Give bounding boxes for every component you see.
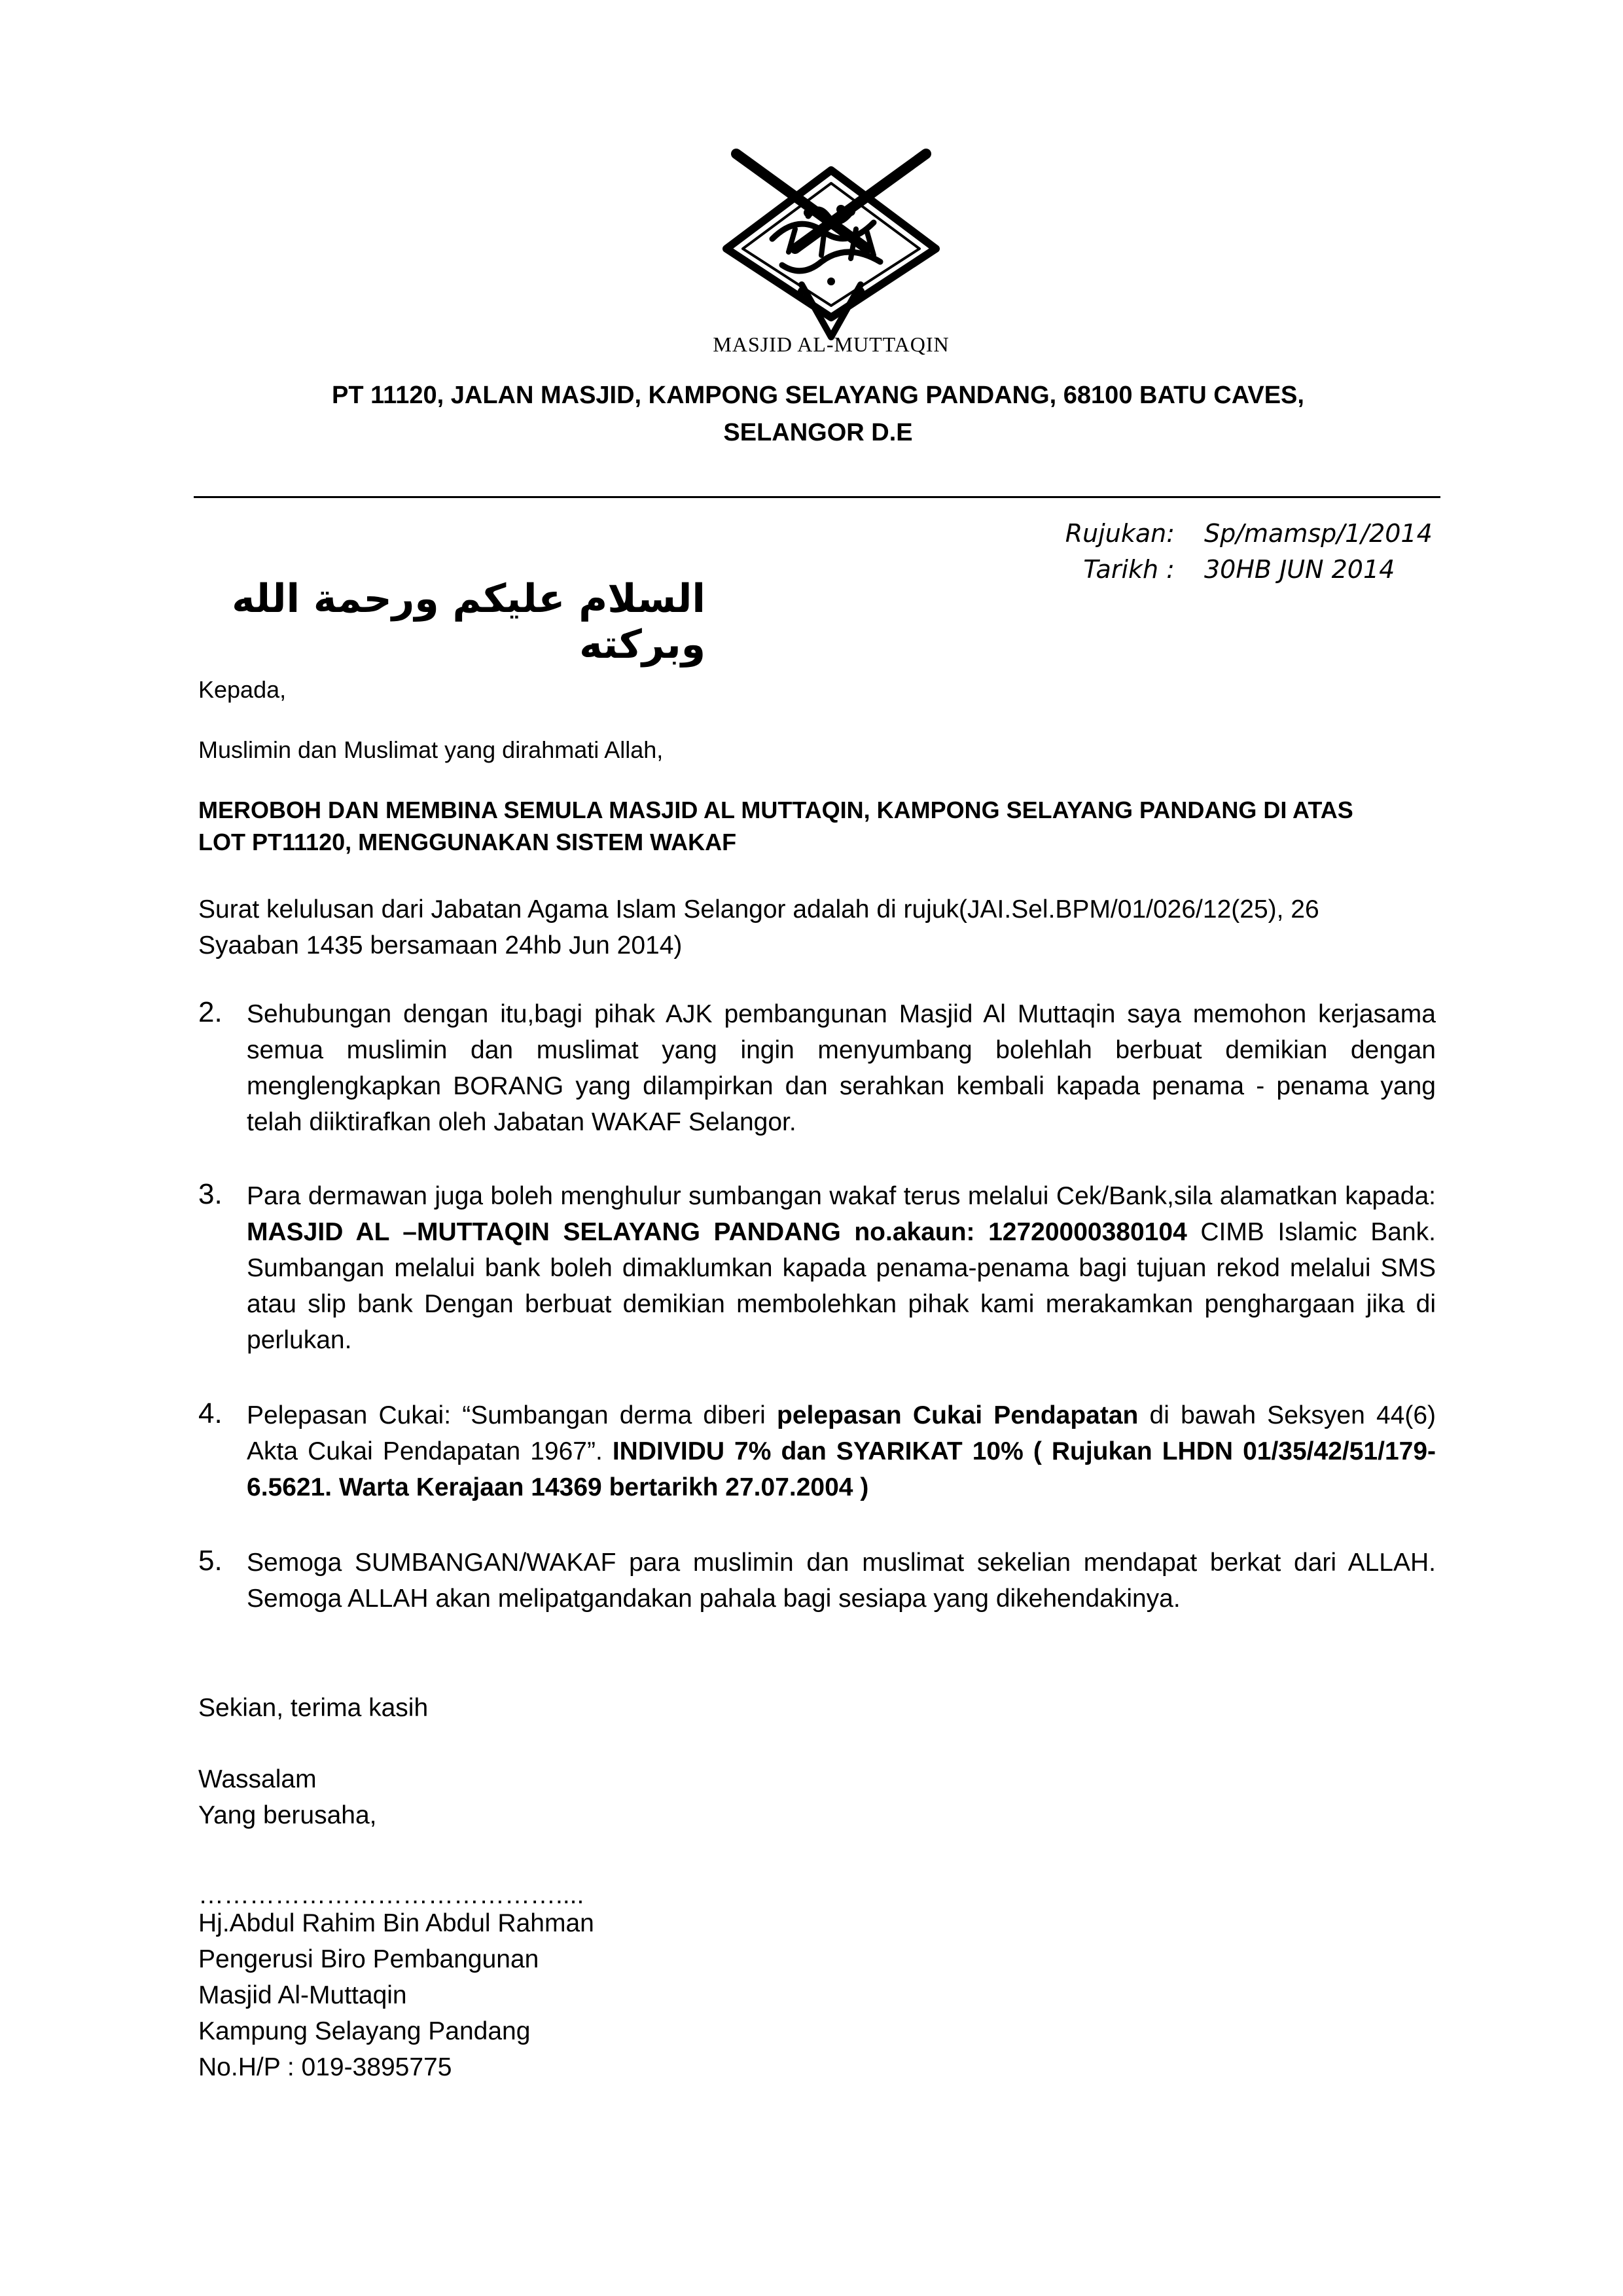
closing-wassalam: Wassalam (198, 1765, 317, 1793)
signatory-place: Kampung Selayang Pandang (198, 2017, 531, 2045)
rujukan-value: Sp/mamsp/1/2014 (1204, 519, 1433, 548)
signatory-position: Pengerusi Biro Pembangunan (198, 1945, 539, 1973)
signatory-organization: Masjid Al-Muttaqin (198, 1981, 407, 2009)
salutation-to: Kepada, (198, 676, 287, 703)
logo-name: MASJID AL-MUTTAQIN (713, 332, 950, 356)
paragraph-5-number: 5. (198, 1545, 223, 1577)
tax-relief-emphasis: pelepasan Cukai Pendapatan (777, 1401, 1139, 1429)
tarikh-value: 30HB JUN 2014 (1204, 555, 1395, 584)
paragraph-5-text: Semoga SUMBANGAN/WAKAF para muslimin dan muslimat sekelian mendapat berkat dari ALLAH. Semoga ALLAH akan melipatgandakan pahala bagi sesiapa yang dikehendakinya. (247, 1549, 1436, 1613)
address-line-1: PT 11120, JALAN MASJID, KAMPONG SELAYANG PANDANG, 68100 BATU CAVES, (332, 382, 1304, 409)
paragraph-2-number: 2. (198, 996, 223, 1028)
paragraph-4-number: 4. (198, 1397, 223, 1429)
arabic-greeting: السلام عليكم ورحمة الله وبركته (232, 576, 705, 668)
paragraph-3-text: Para dermawan juga boleh menghulur sumbangan wakaf terus melalui Cek/Bank,sila alamatkan kapada: MASJID AL –MUTTAQIN SELAYANG PANDANG no.akaun: 12720000380104 CIMB Islamic Bank. Sumbangan melalui bank boleh dimaklumkan kapada penama-penama bagi tujuan rekod melalui SMS atau slip bank Dengan berbuat demikian membolehkan pihak kami merakamkan penghargaan jika di perlukan. (247, 1182, 1436, 1354)
salutation-addressee: Muslimin dan Muslimat yang dirahmati Allah, (198, 736, 664, 763)
signatory-phone: No.H/P : 019-3895775 (198, 2053, 452, 2081)
paragraph-4-text: Pelepasan Cukai: “Sumbangan derma diberi pelepasan Cukai Pendapatan di bawah Seksyen 44(6) Akta Cukai Pendapatan 1967”. INDIVIDU 7% dan SYARIKAT 10% ( Rujukan LHDN 01/35/42/51/179-6.5621. Warta Kerajaan 14369 bertarikh 27.07.2004 ) (247, 1401, 1436, 1501)
subject-line-1: MEROBOH DAN MEMBINA SEMULA MASJID AL MUTTAQIN, KAMPONG SELAYANG PANDANG DI ATAS (198, 797, 1353, 823)
signature-line: …………………………………….... (198, 1881, 584, 1909)
signatory-name: Hj.Abdul Rahim Bin Abdul Rahman (198, 1909, 594, 1937)
subject-line-2: LOT PT11120, MENGGUNAKAN SISTEM WAKAF (198, 829, 737, 855)
closing-yang-berusaha: Yang berusaha, (198, 1801, 377, 1829)
address-line-2: SELANGOR D.E (723, 419, 913, 446)
intro-line-2: Syaaban 1435 bersamaan 24hb Jun 2014) (198, 931, 683, 960)
header-divider (194, 496, 1440, 498)
tax-rates-reference: INDIVIDU 7% dan SYARIKAT 10% ( Rujukan LHDN 01/35/42/51/179-6.5621. Warta Kerajaan 14369 bertarikh 27.07.2004 ) (247, 1437, 1436, 1501)
paragraph-3-number: 3. (198, 1178, 223, 1210)
closing-thanks: Sekian, terima kasih (198, 1694, 429, 1722)
tarikh-label: Tarikh : (1083, 555, 1175, 584)
intro-line-1: Surat kelulusan dari Jabatan Agama Islam Selangor adalah di rujuk(JAI.Sel.BPM/01/026/12(25), 26 (198, 895, 1319, 924)
bank-account-details: MASJID AL –MUTTAQIN SELAYANG PANDANG no.akaun: 12720000380104 (247, 1218, 1187, 1246)
paragraph-2-text: Sehubungan dengan itu,bagi pihak AJK pembangunan Masjid Al Muttaqin saya memohon kerjasama semua muslimin dan muslimat yang ingin menyumbang bolehlah berbuat demikian dengan menglengkapkan BORANG yang dilampirkan dan serahkan kembali kapada penama - penama yang telah diiktirafkan oleh Jabatan WAKAF Selangor. (247, 1000, 1436, 1136)
mosque-calligraphy-logo-icon (710, 134, 952, 363)
rujukan-label: Rujukan: (1065, 519, 1175, 548)
